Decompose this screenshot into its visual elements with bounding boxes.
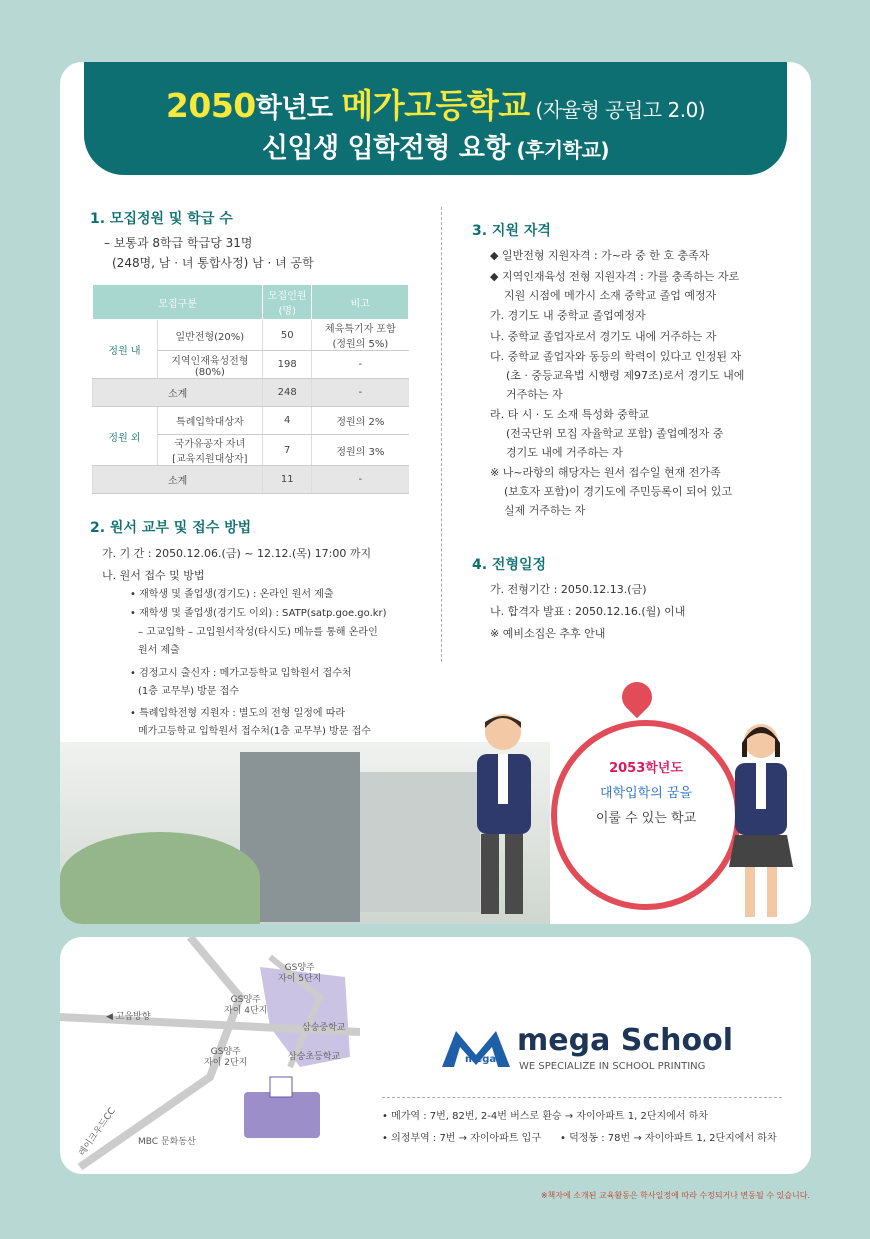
slogan-line-2: 대학입학의 꿈을 xyxy=(599,786,693,801)
th-count: 모집인원 (명) xyxy=(263,285,312,320)
logo-tagline: WE SPECIALIZE IN SCHOOL PRINTING xyxy=(519,1061,706,1072)
cell: 지역인재육성전형 (80%) xyxy=(157,351,263,379)
cell: 체육특기자 포함 (정원의 5%) xyxy=(312,320,409,351)
cell: 7 xyxy=(263,435,312,466)
main-card xyxy=(60,62,811,924)
transit-line: • 의정부역 : 7번 → 자이아파트 입구 xyxy=(382,1133,542,1144)
s3-line: (보호자 포함)이 경기도에 주민등록이 되어 있고 xyxy=(504,485,732,498)
s4-line: 나. 합격자 발표 : 2050.12.16.(월) 이내 xyxy=(490,605,686,618)
map-pin-icon xyxy=(616,676,658,718)
th-note: 비고 xyxy=(312,285,409,320)
s1-line-2: (248명, 남 · 녀 통합사정) 남 · 녀 공학 xyxy=(112,256,314,270)
map-label: MBC 문화동산 xyxy=(138,1137,196,1147)
cell: 248 xyxy=(263,379,312,407)
quota-table xyxy=(92,284,409,494)
th-category: 모집구분 xyxy=(93,285,263,320)
section-1-title: 1. 모집정원 및 학급 수 xyxy=(90,211,233,227)
title-line-1: 2050학년도 메가고등학교 (자율형 공립고 2.0) xyxy=(165,86,706,125)
slogan-line-1: 2053학년도 xyxy=(609,761,683,776)
subtotal-label: 소계 xyxy=(93,466,263,494)
s2-line: • 재학생 및 졸업생(경기도) : 온라인 원서 제출 xyxy=(130,589,334,600)
trees xyxy=(60,832,260,924)
boy-student-illustration xyxy=(463,710,541,924)
s3-line: (전국단위 모집 자율학교 포함) 졸업예정자 중 xyxy=(506,427,724,440)
s2-line: 메가고등학교 입학원서 접수처(1층 교무부) 방문 접수 xyxy=(138,726,371,737)
map-label: 레이크우드CC xyxy=(77,1106,118,1159)
s2-line: • 특례입학전형 지원자 : 별도의 전형 일정에 따라 xyxy=(130,708,346,719)
s3-line: 가. 경기도 내 중학교 졸업예정자 xyxy=(490,309,646,322)
cell: 50 xyxy=(263,320,312,351)
cell: 국가유공자 자녀 [교육지원대상자] xyxy=(157,435,263,466)
cell: 특례입학대상자 xyxy=(157,407,263,435)
s3-line: 다. 중학교 졸업자와 동등의 학력이 있다고 인정된 자 xyxy=(490,350,742,363)
cell: - xyxy=(312,351,409,379)
map-label: GS양주 자이 5단지 xyxy=(278,963,322,984)
dotted-divider xyxy=(382,1097,782,1098)
s2-line: (1층 교무부) 방문 접수 xyxy=(138,686,239,697)
s3-line: 라. 타 시 · 도 소재 특성화 중학교 xyxy=(490,408,649,421)
cell: 4 xyxy=(263,407,312,435)
s2-line: 나. 원서 접수 및 방법 xyxy=(102,569,205,582)
section-4-title: 4. 전형일정 xyxy=(472,557,547,573)
subtotal-label: 소계 xyxy=(93,379,263,407)
s4-line: ※ 예비소집은 추후 안내 xyxy=(490,627,606,640)
s3-line: 경기도 내에 거주하는 자 xyxy=(506,446,623,459)
school-building-side xyxy=(360,772,480,912)
map-label: GS양주 자이 2단지 xyxy=(204,1047,248,1068)
s3-line: ◆ 지역인재육성 전형 지원자격 : 가를 충족하는 자로 xyxy=(490,270,740,283)
s2-line: 가. 기 간 : 2050.12.06.(금) ~ 12.12.(목) 17:00 까지 xyxy=(102,547,372,560)
group-in: 정원 내 xyxy=(93,320,158,379)
map-label: 삼숭중학교 xyxy=(302,1023,346,1033)
section-3-title: 3. 지원 자격 xyxy=(472,223,551,239)
slogan-line-3: 이룰 수 있는 학교 xyxy=(595,811,697,826)
s3-line: 지원 시점에 메가시 소재 중학교 졸업 예정자 xyxy=(504,289,717,302)
title-banner xyxy=(84,62,787,175)
transit-line: • 메가역 : 7번, 82번, 2-4번 버스로 환승 → 자이아파트 1, 2단지에서 하차 xyxy=(382,1111,708,1122)
cell: 198 xyxy=(263,351,312,379)
s3-line: ※ 나~라항의 해당자는 원서 접수일 현재 전가족 xyxy=(490,466,721,479)
map-label: ◀ 고읍방향 xyxy=(106,1012,151,1022)
map-label: 삼숭초등학교 xyxy=(288,1052,341,1062)
s2-line: • 검정고시 출신자 : 메가고등학교 입학원서 접수처 xyxy=(130,668,352,679)
s2-line: – 고교입학 – 고입원서작성(타시도) 메뉴를 통해 온라인 xyxy=(138,627,378,638)
transit-line: • 덕정동 : 78번 → 자이아파트 1, 2단지에서 하차 xyxy=(560,1133,777,1144)
s3-line: 나. 중학교 졸업자로서 경기도 내에 거주하는 자 xyxy=(490,330,717,343)
group-out: 정원 외 xyxy=(93,407,158,466)
s3-line: 거주하는 자 xyxy=(506,388,563,401)
footer-note: ※책자에 소개된 교육활동은 학사일정에 따라 수정되거나 변동될 수 있습니다. xyxy=(540,1191,810,1200)
cell: 11 xyxy=(263,466,312,494)
cell: - xyxy=(312,379,409,407)
title-line-2: 신입생 입학전형 요항 (후기학교) xyxy=(261,133,610,164)
cell: 정원의 2% xyxy=(312,407,409,435)
s3-line: ◆ 일반전형 지원자격 : 가~라 중 한 호 충족자 xyxy=(490,249,710,262)
s2-line: 원서 제출 xyxy=(138,645,180,656)
s2-line: • 재학생 및 졸업생(경기도 이외) : SATP(satp.goe.go.kr) xyxy=(130,608,387,619)
s4-line: 가. 전형기간 : 2050.12.13.(금) xyxy=(490,583,647,596)
s3-line: (초 · 중등교육법 시행령 제97조)로서 경기도 내에 xyxy=(506,369,745,382)
cell: 정원의 3% xyxy=(312,435,409,466)
column-divider xyxy=(441,207,442,662)
map-label: GS양주 자이 4단지 xyxy=(224,995,268,1016)
s1-line-1: – 보통과 8학급 학급당 31명 xyxy=(104,236,253,250)
logo-name: mega School xyxy=(517,1023,734,1058)
s3-line: 실제 거주하는 자 xyxy=(504,504,586,517)
section-2-title: 2. 원서 교부 및 접수 방법 xyxy=(90,520,252,536)
logo-mark-text: mega xyxy=(465,1054,497,1065)
cell: - xyxy=(312,466,409,494)
location-card xyxy=(60,937,811,1174)
girl-student-illustration xyxy=(725,717,797,924)
cell: 일반전형(20%) xyxy=(157,320,263,351)
